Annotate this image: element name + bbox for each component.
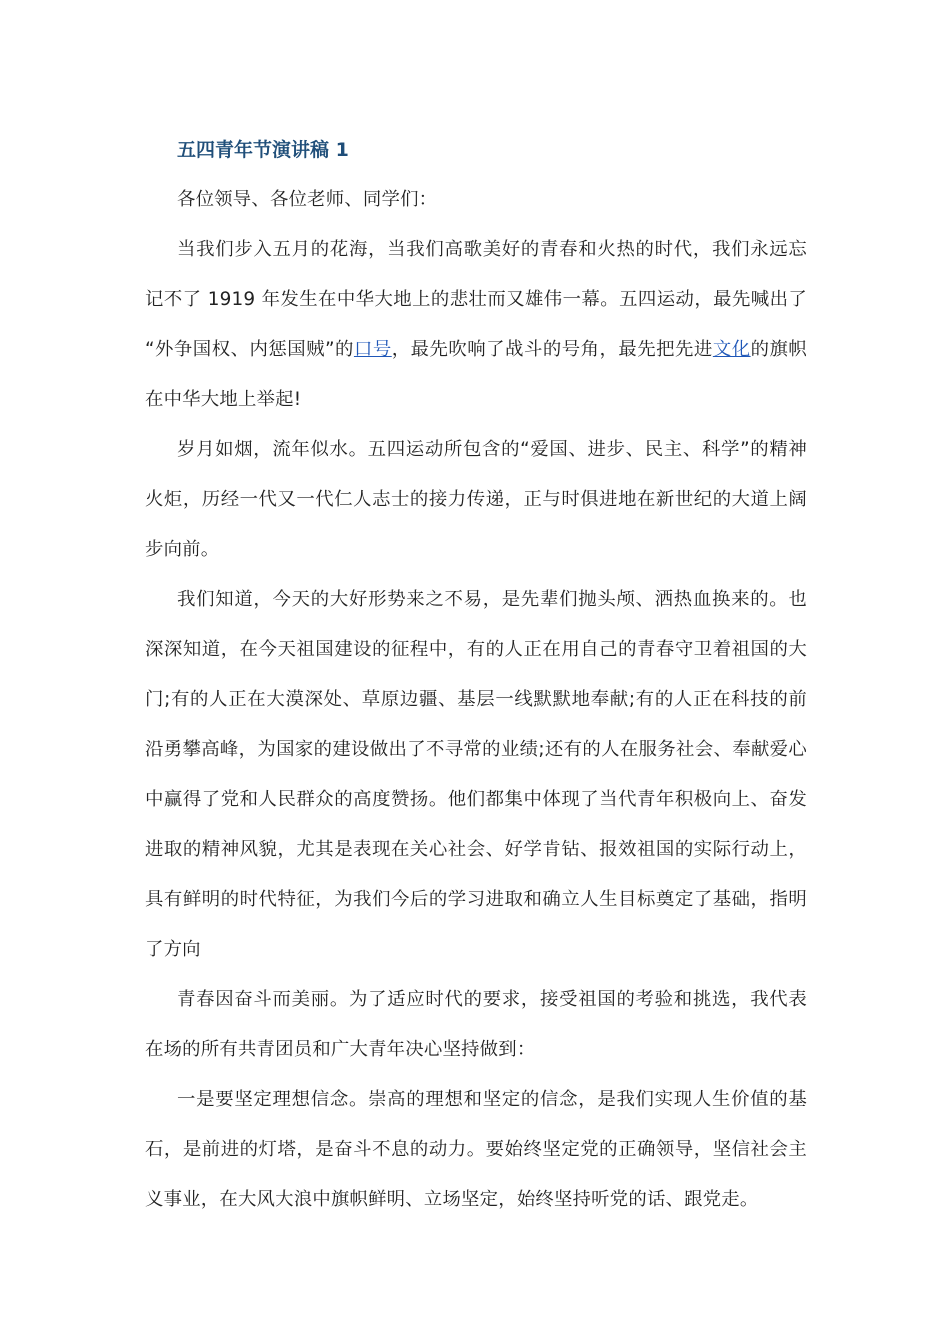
culture-link[interactable]: 文化 xyxy=(712,339,751,360)
paragraph-2: 岁月如烟，流年似水。五四运动所包含的“爱国、进步、民主、科学”的精神火炬，历经一代又一代仁人志士的接力传递，正与时俱进地在新世纪的大道上阔步向前。 xyxy=(145,439,807,560)
greeting-paragraph: 各位领导、各位老师、同学们： xyxy=(177,189,438,210)
paragraph-1 xyxy=(145,225,807,425)
paragraph-1-text-a: 当我们步入五月的花海，当我们高歌美好的青春和火热的时代，我们永远忘记不了 1919 年发生在中华大地上的悲壮而又雄伟一幕。五四运动，最先喊出了 “外争国权、内惩国贼”的 xyxy=(145,239,807,360)
slogan-link[interactable]: 口号 xyxy=(353,339,392,360)
paragraph-3: 我们知道，今天的大好形势来之不易，是先辈们抛头颅、洒热血换来的。也深深知道，在今天祖国建设的征程中，有的人正在用自己的青春守卫着祖国的大门;有的人正在大漠深处、草原边疆、基层一线默默地奉献;有的人正在科技的前沿勇攀高峰，为国家的建设做出了不寻常的业绩;还有的人在服务社会、奉献爱心中赢得了党和人民群众的高度赞扬。他们都集中体现了当代青年积极向上、奋发进取的精神风貌，尤其是表现在关心社会、好学肯钻、报效祖国的实际行动上，具有鲜明的时代特征，为我们今后的学习进取和确立人生目标奠定了基础，指明了方向 xyxy=(145,589,807,960)
paragraph-1-text-c: 的旗帜在中华大地上举起! xyxy=(145,339,807,410)
paragraph-4: 青春因奋斗而美丽。为了适应时代的要求，接受祖国的考验和挑选，我代表在场的所有共青团员和广大青年决心坚持做到： xyxy=(145,989,807,1060)
paragraph-1-text-b: ，最先吹响了战斗的号角，最先把先进 xyxy=(391,339,713,360)
document-page xyxy=(145,125,807,1225)
document-title: 五四青年节演讲稿 1 xyxy=(177,139,349,161)
paragraph-5: 一是要坚定理想信念。崇高的理想和坚定的信念，是我们实现人生价值的基石，是前进的灯塔，是奋斗不息的动力。要始终坚定党的正确领导，坚信社会主义事业，在大风大浪中旗帜鲜明、立场坚定，始终坚持听党的话、跟党走。 xyxy=(145,1089,807,1210)
